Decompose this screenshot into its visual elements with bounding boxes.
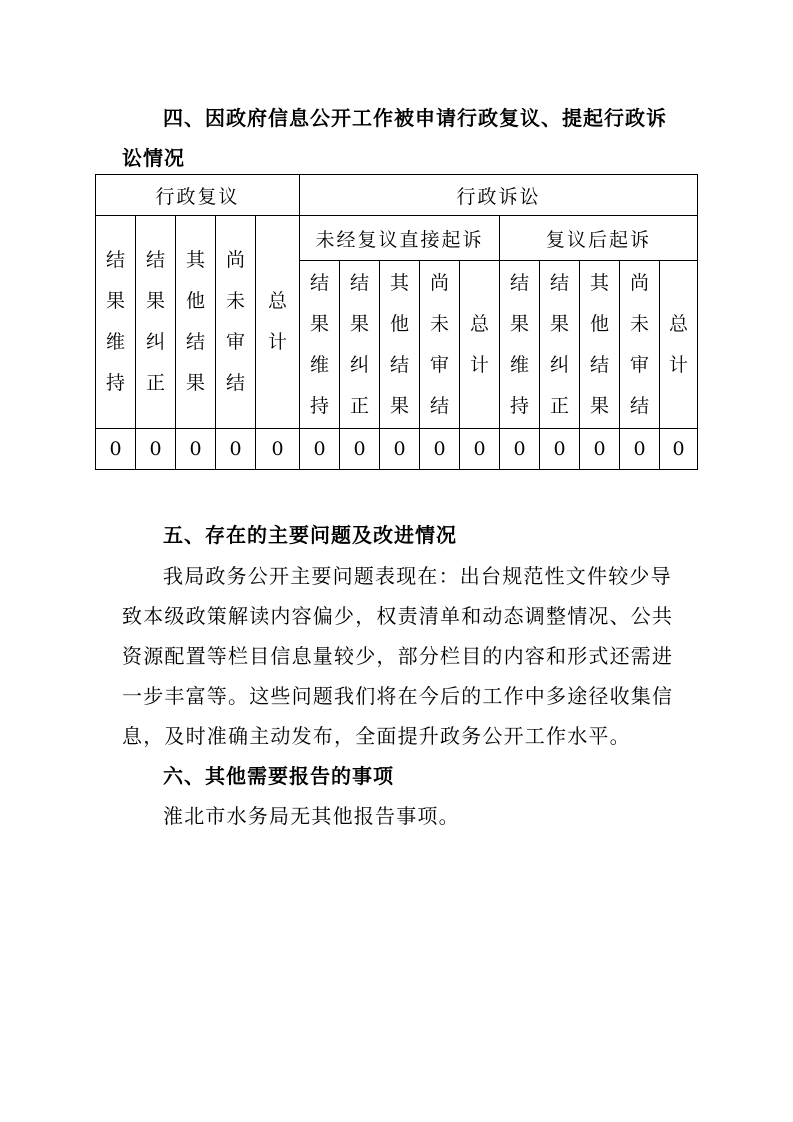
value-cell: 0 bbox=[540, 429, 580, 470]
section-5-line-2: 致本级政策解读内容偏少，权责清单和动态调整情况、公共 bbox=[122, 604, 674, 628]
review-upheld-header: 结果维持 bbox=[96, 216, 136, 429]
values-row bbox=[96, 429, 698, 470]
review-pending-header: 尚未审结 bbox=[216, 216, 256, 429]
value-cell: 0 bbox=[420, 429, 460, 470]
direct-corrected-header: 结果纠正 bbox=[340, 261, 380, 429]
section-5-line-4: 一步丰富等。这些问题我们将在今后的工作中多途径收集信 bbox=[122, 684, 674, 708]
value-cell: 0 bbox=[620, 429, 660, 470]
value-cell: 0 bbox=[96, 429, 136, 470]
value-cell: 0 bbox=[380, 429, 420, 470]
section-6-line: 淮北市水务局无其他报告事项。 bbox=[163, 804, 460, 828]
section-4-heading-line-1: 四、因政府信息公开工作被申请行政复议、提起行政诉 bbox=[163, 106, 667, 130]
value-cell: 0 bbox=[660, 429, 698, 470]
after-pending-header: 尚未审结 bbox=[620, 261, 660, 429]
review-other-header: 其他结果 bbox=[176, 216, 216, 429]
direct-total-header: 总计 bbox=[460, 261, 500, 429]
direct-upheld-header: 结果维持 bbox=[300, 261, 340, 429]
value-cell: 0 bbox=[580, 429, 620, 470]
suit-after-review-header: 复议后起诉 bbox=[500, 216, 698, 261]
direct-pending-header: 尚未审结 bbox=[420, 261, 460, 429]
value-cell: 0 bbox=[136, 429, 176, 470]
review-total-header: 总计 bbox=[256, 216, 300, 429]
admin-litigation-header: 行政诉讼 bbox=[300, 175, 698, 216]
section-5-heading: 五、存在的主要问题及改进情况 bbox=[163, 523, 457, 547]
section-5-line-3: 资源配置等栏目信息量较少，部分栏目的内容和形式还需进 bbox=[122, 644, 674, 668]
value-cell: 0 bbox=[300, 429, 340, 470]
after-corrected-header: 结果纠正 bbox=[540, 261, 580, 429]
value-cell: 0 bbox=[216, 429, 256, 470]
after-upheld-header: 结果维持 bbox=[500, 261, 540, 429]
direct-suit-header: 未经复议直接起诉 bbox=[300, 216, 500, 261]
section-5-line-5: 息，及时准确主动发布，全面提升政务公开工作水平。 bbox=[122, 724, 631, 748]
value-cell: 0 bbox=[256, 429, 300, 470]
review-corrected-header: 结果纠正 bbox=[136, 216, 176, 429]
section-6-heading: 六、其他需要报告的事项 bbox=[163, 764, 394, 788]
value-cell: 0 bbox=[340, 429, 380, 470]
value-cell: 0 bbox=[500, 429, 540, 470]
section-5-line-1: 我局政务公开主要问题表现在：出台规范性文件较少导 bbox=[163, 564, 672, 588]
value-cell: 0 bbox=[460, 429, 500, 470]
after-other-header: 其他结果 bbox=[580, 261, 620, 429]
admin-review-header: 行政复议 bbox=[96, 175, 300, 216]
value-cell: 0 bbox=[176, 429, 216, 470]
after-total-header: 总计 bbox=[660, 261, 698, 429]
direct-other-header: 其他结果 bbox=[380, 261, 420, 429]
admin-review-litigation-table bbox=[95, 174, 698, 470]
section-4-heading-line-2: 讼情况 bbox=[122, 146, 185, 170]
